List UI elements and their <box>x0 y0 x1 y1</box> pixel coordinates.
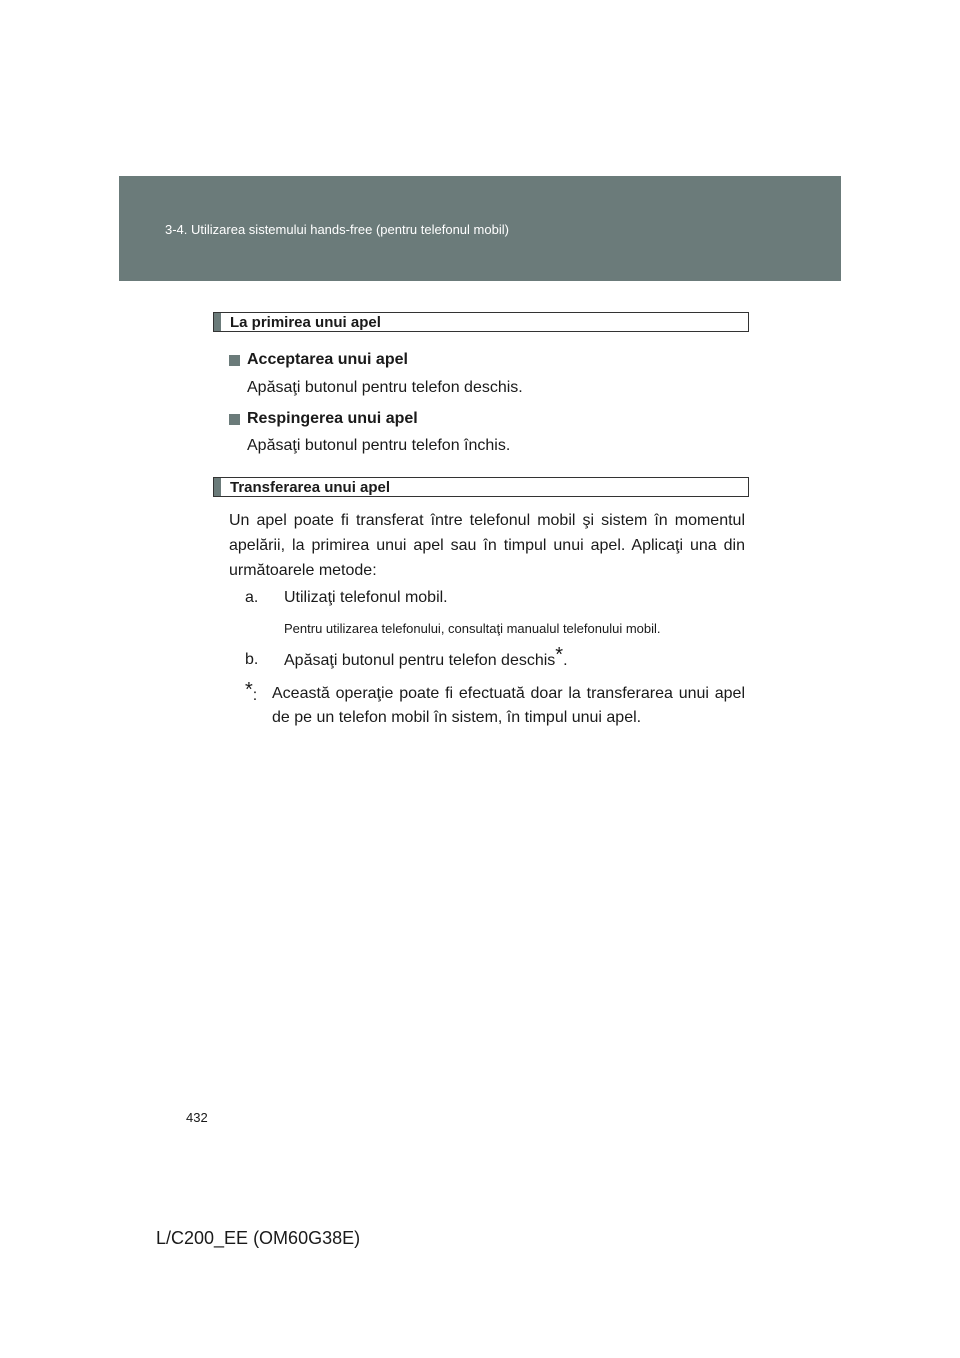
square-bullet-icon <box>229 355 240 366</box>
section-title-transfer: Transferarea unui apel <box>230 478 391 496</box>
subheading-accept <box>229 351 408 369</box>
section-bar <box>214 478 221 496</box>
page-number: 432 <box>186 1110 208 1125</box>
option-a-note: Pentru utilizarea telefonului, consultaţi manualul telefonului mobil. <box>284 621 661 636</box>
footnote-marker <box>245 679 272 730</box>
option-a-text: Utilizaţi telefonul mobil. <box>284 589 448 606</box>
option-b-letter: b. <box>245 651 259 668</box>
option-b-end: . <box>563 652 568 669</box>
footnote-colon: : <box>252 687 258 704</box>
header-band <box>119 176 841 281</box>
footnote-asterisk: * <box>245 679 253 701</box>
section-title-box-transfer <box>213 477 749 497</box>
square-bullet-icon <box>229 414 240 425</box>
option-b-text: Apăsaţi butonul pentru telefon deschis <box>284 652 556 669</box>
header-title: 3-4. Utilizarea sistemului hands-free (pentru telefonul mobil) <box>165 222 509 237</box>
section-bar <box>214 313 221 331</box>
section-title-receiving: La primirea unui apel <box>230 313 381 331</box>
asterisk-marker: * <box>555 644 564 666</box>
subheading-reject <box>229 410 418 428</box>
accept-instruction: Apăsaţi butonul pentru telefon deschis. <box>247 379 523 396</box>
footnote-text: Această operaţie poate fi efectuată doar la transferarea unui apel de pe un telefon mobil în sistem, în timpul unui apel. <box>272 685 745 726</box>
reject-instruction: Apăsaţi butonul pentru telefon închis. <box>247 437 511 454</box>
subheading-accept-label: Acceptarea unui apel <box>247 351 408 368</box>
transfer-paragraph: Un apel poate fi transferat între telefonul mobil şi sistem în momentul apelării, la primirea unui apel sau în timpul unui apel. Aplicaţi una din următoarele metode: <box>229 512 745 579</box>
option-b-line <box>284 644 568 672</box>
option-a-letter: a. <box>245 589 259 606</box>
footnote <box>245 679 745 730</box>
section-title-box-receiving <box>213 312 749 332</box>
subheading-reject-label: Respingerea unui apel <box>247 410 418 427</box>
footer-code: L/C200_EE (OM60G38E) <box>156 1228 361 1248</box>
